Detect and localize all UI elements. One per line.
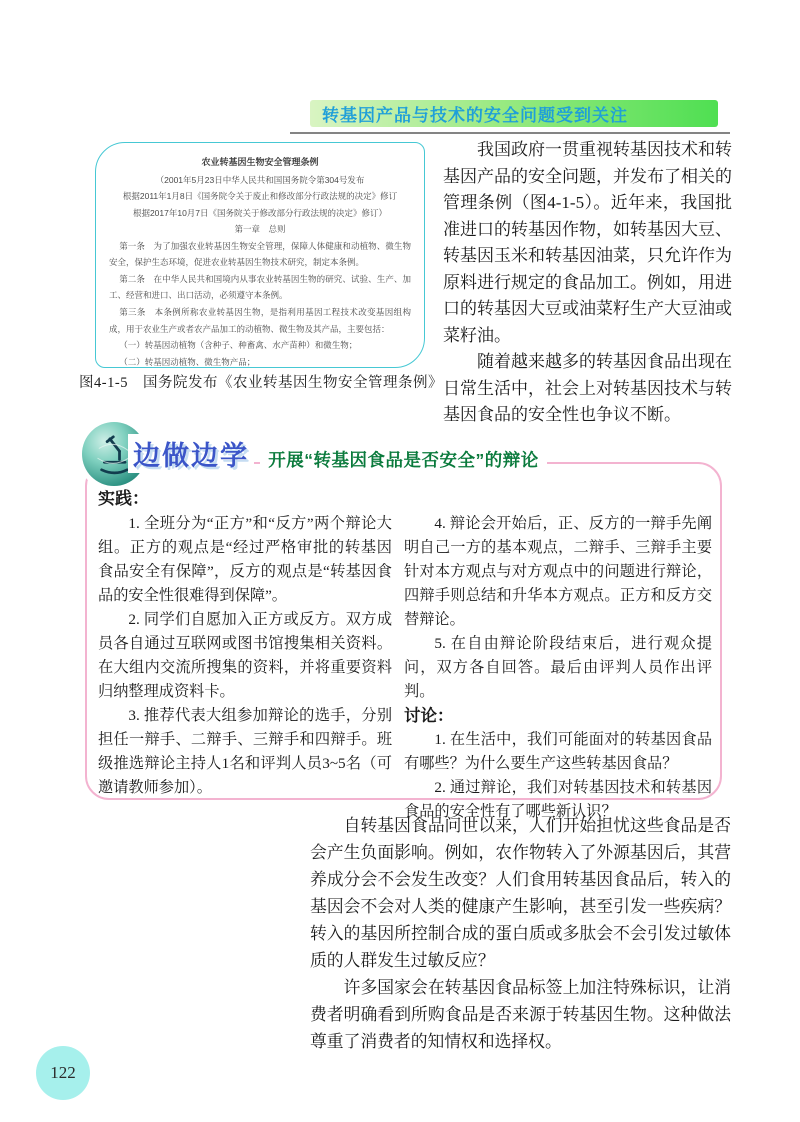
practice-column-right (404, 512, 712, 824)
regulation-chapter-heading: 第一章 总则 (234, 224, 286, 235)
practice-item-2: 2. 同学们自愿加入正方或反方。双方成员各自通过互联网或图书馆搜集相关资料。在大组内交流所搜集的资料，并将重要资料归纳整理成资料卡。 (98, 611, 392, 700)
practice-item-4: 4. 辩论会开始后，正、反方的一辩手先阐明自己一方的基本观点，二辩手、三辩手主要针对本方观点与对方观点中的问题进行辩论，四辩手则总结和升华本方观点。正方和反方交替辩论。 (404, 515, 712, 628)
page-number: 122 (50, 1063, 76, 1082)
outro-text-block (310, 812, 731, 1055)
regulation-article-2: 第二条 在中华人民共和国境内从事农业转基因生物的研究、试验、生产、加工、经营和进口、出口活动，必须遵守本条例。 (109, 273, 411, 301)
outro-paragraph-1: 自转基因食品问世以来，人们开始担忧这些食品是否会产生负面影响。例如，农作物转入了外源基因后，其营养成分会不会发生改变？人们食用转基因食品后，转入的基因会不会对人类的健康产生影响，甚至引发一些疾病？转入的基因所控制合成的蛋白质或多肽会不会引发过敏体质的人群发生过敏反应？ (310, 816, 731, 970)
regulation-list-item-1: （一）转基因动植物（含种子、种畜禽、水产苗种）和微生物； (119, 340, 358, 351)
discussion-label: 讨论： (404, 706, 454, 725)
page-number-badge (36, 1046, 90, 1100)
header-underline (290, 132, 730, 134)
intro-paragraph-2: 随着越来越多的转基因食品出现在日常生活中，社会上对转基因技术与转基因食品的安全性也争议不断。 (443, 352, 732, 424)
regulation-issue-line: （2001年5月23日中华人民共和国国务院令第304号发布 (155, 174, 365, 185)
regulation-document-box (95, 142, 425, 368)
regulation-revision-line-2: 根据2017年10月7日《国务院关于修改部分行政法规的决定》修订） (132, 207, 388, 218)
outro-paragraph-2: 许多国家会在转基因食品标签上加注特殊标识，让消费者明确看到所购食品是否来源于转基因生物。这种做法尊重了消费者的知情权和选择权。 (310, 978, 731, 1051)
regulation-title: 农业转基因生物安全管理条例 (201, 157, 319, 167)
section-header-bar (310, 100, 718, 127)
section-header-title: 转基因产品与技术的安全问题受到关注 (322, 106, 628, 125)
practice-item-5: 5. 在自由辩论阶段结束后，进行观众提问，双方各自回答。最后由评判人员作出评判。 (404, 635, 712, 700)
activity-badge-label: 边做边学 (128, 434, 254, 473)
regulation-revision-line-1: 根据2011年1月8日《国务院令关于废止和修改部分行政法规的决定》修订 (122, 191, 398, 202)
regulation-article-1: 第一条 为了加强农业转基因生物安全管理，保障人体健康和动植物、微生物安全，保护生态环境，促进农业转基因生物技术研究，制定本条例。 (109, 240, 411, 268)
practice-item-1: 1. 全班分为“正方”和“反方”两个辩论大组。正方的观点是“经过严格审批的转基因食品安全有保障”，反方的观点是“转基因食品的安全性很难得到保障”。 (98, 515, 392, 604)
discussion-item-2: 2. 通过辩论，我们对转基因技术和转基因食品的安全性有了哪些新认识？ (404, 779, 712, 820)
discussion-item-1: 1. 在生活中，我们可能面对的转基因食品有哪些？为什么要生产这些转基因食品？ (404, 731, 712, 772)
figure-caption: 图4-1-5 国务院发布《农业转基因生物安全管理条例》 (79, 375, 443, 391)
intro-paragraph-1: 我国政府一贯重视转基因技术和转基因产品的安全问题，并发布了相关的管理条例（图4-1-5）。近年来，我国批准进口的转基因作物，如转基因大豆、转基因玉米和转基因油菜，只允许作为原料进行规定的食品加工。例如，用进口的转基因大豆或油菜籽生产大豆油或菜籽油。 (443, 140, 732, 345)
practice-item-3: 3. 推荐代表大组参加辩论的选手，分别担任一辩手、二辩手、三辩手和四辩手。班级推选辩论主持人1名和评判人员3~5名（可邀请教师参加）。 (98, 707, 392, 796)
regulation-list-item-2: （二）转基因动植物、微生物产品； (119, 356, 256, 367)
practice-column-left (98, 512, 392, 800)
regulation-article-3: 第三条 本条例所称农业转基因生物，是指利用基因工程技术改变基因组构成，用于农业生产或者农产品加工的动植物、微生物及其产品，主要包括： (109, 307, 411, 334)
practice-label: 实践： (98, 489, 149, 508)
intro-text-column (443, 137, 732, 429)
activity-title: 开展“转基因食品是否安全”的辩论 (260, 447, 547, 472)
